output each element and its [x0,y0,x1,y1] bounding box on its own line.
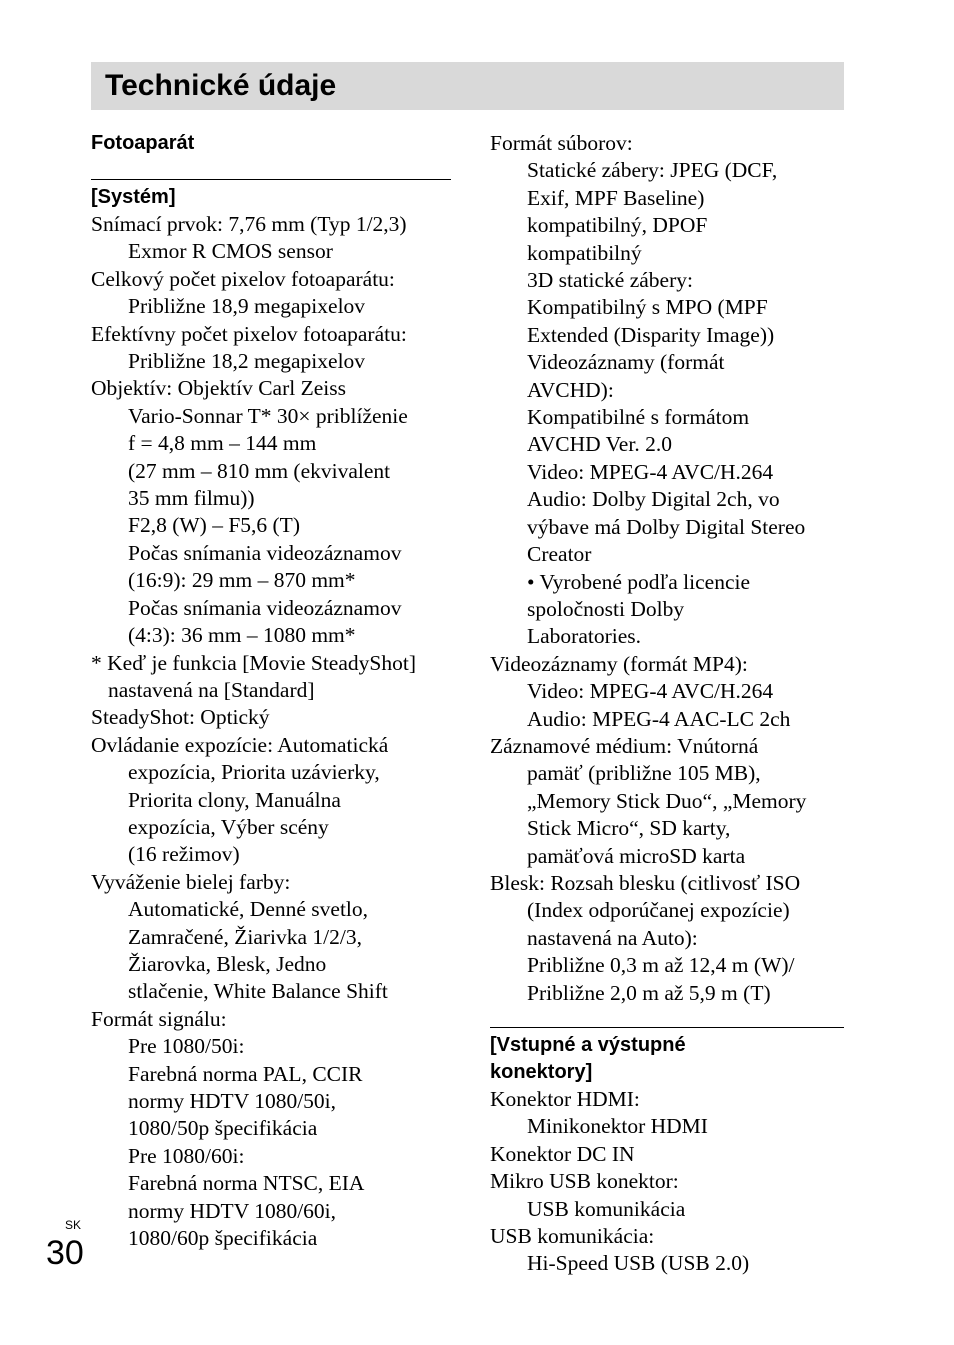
spec-line-indented: f = 4,8 mm – 144 mm [128,431,317,456]
format-spec-list [490,130,844,569]
spec-line-indented: pamäťová microSD karta [527,843,746,868]
spec-line-indented: Exmor R CMOS sensor [128,239,333,264]
spec-line-indented: 1080/50p špecifikácia [128,1116,318,1141]
spec-line-indented: normy HDTV 1080/60i, [128,1198,337,1223]
spec-line-indented: Creator [527,542,592,567]
spec-line: SteadyShot: Optický [91,705,270,730]
spec-line-indented: Stick Micro“, SD karty, [527,816,731,841]
spec-line-indented: Približne 2,0 m až 5,9 m (T) [527,980,771,1005]
spec-line-indented: Audio: Dolby Digital 2ch, vo [527,487,780,512]
spec-line-indented: Žiarovka, Blesk, Jedno [128,951,327,976]
spec-line-indented: expozícia, Priorita uzávierky, [128,760,380,785]
spec-line-indented: Audio: MPEG-4 AAC-LC 2ch [527,706,791,731]
spec-line-indented: stlačenie, White Balance Shift [128,979,388,1004]
spec-line-indented: Farebná norma NTSC, EIA [128,1171,365,1196]
language-code: SK [65,1218,82,1232]
spec-line-indented: F2,8 (W) – F5,6 (T) [128,513,300,538]
spec-line-indented: 35 mm filmu)) [128,486,255,511]
system-rule [91,179,451,211]
spec-line-indented: expozícia, Výber scény [128,814,329,839]
spec-line-indented: (27 mm – 810 mm (ekvivalent [128,458,391,483]
left-column [91,130,451,1252]
spec-line-indented: 1080/60p špecifikácia [128,1226,318,1251]
spec-line-indented: výbave má Dolby Digital Stereo [527,514,806,539]
io-spec-list [490,1086,844,1278]
spec-line: Vyváženie bielej farby: [91,869,291,894]
spec-line: USB komunikácia: [490,1224,655,1249]
spec-line-indented: Videozáznamy (formát [527,350,725,375]
section-heading-camera: Fotoaparát [91,132,195,154]
spec-line-indented: USB komunikácia [527,1196,686,1221]
spec-line-indented: Minikonektor HDMI [527,1114,708,1139]
spec-line: Celkový počet pixelov fotoaparátu: [91,266,395,291]
spec-line-indented: normy HDTV 1080/50i, [128,1089,337,1113]
spec-line-indented: Zamračené, Žiarivka 1/2/3, [128,924,363,949]
spec-line: Ovládanie expozície: Automatická [91,732,389,757]
system-spec-list [91,211,451,1252]
spec-line: Snímací prvok: 7,76 mm (Typ 1/2,3) [91,212,407,236]
spec-line: Konektor HDMI: [490,1087,640,1111]
spec-line-indented: Počas snímania videozáznamov [128,595,402,620]
spec-line: Konektor DC IN [490,1141,635,1166]
spec-line-indented: Hi-Speed USB (USB 2.0) [527,1251,750,1276]
dolby-note-line: spoločnosti Dolby [527,596,685,621]
spec-line-indented: Približne 18,9 megapixelov [128,294,366,319]
page-number: 30 [46,1234,84,1272]
spec-line: Blesk: Rozsah blesku (citlivosť ISO [490,870,801,895]
spec-line-indented: Exif, MPF Baseline) [527,185,705,210]
spec-line: Videozáznamy (formát MP4): [490,651,748,676]
title-bar [91,62,844,110]
spec-line-indented: Pre 1080/50i: [128,1034,245,1059]
right-column [490,130,844,1278]
spec-line-indented: Kompatibilné s formátom [527,405,750,430]
spec-line-indented: nastavená na Auto): [527,925,698,950]
spec-line-indented: pamäť (približne 105 MB), [527,761,761,786]
spec-line-indented: Priorita clony, Manuálna [128,787,341,812]
spec-line: * Keď je funkcia [Movie SteadyShot] [91,650,416,675]
spec-line-indented: „Memory Stick Duo“, „Memory [527,788,807,813]
spec-line-indented: (16 režimov) [128,842,240,867]
spec-line-indented: Pre 1080/60i: [128,1143,245,1168]
spec-line-indented: Extended (Disparity Image)) [527,322,775,347]
spec-line-indented: kompatibilný [527,240,642,265]
spec-line-indented: (16:9): 29 mm – 870 mm* [128,568,356,593]
spec-line: Formát signálu: [91,1006,227,1031]
spec-line-indented: Video: MPEG-4 AVC/H.264 [527,459,774,484]
page-title: Technické údaje [105,69,337,102]
spec-line: Mikro USB konektor: [490,1169,679,1194]
spec-line: Formát súborov: [490,131,633,155]
io-title-line: [Vstupné a výstupné [490,1034,686,1056]
spec-line: Efektívny počet pixelov fotoaparátu: [91,321,407,346]
spec-line-indented: (4:3): 36 mm – 1080 mm* [128,623,356,648]
spec-line-indented: AVCHD): [527,377,614,402]
spec-line-indented: (Index odporúčanej expozície) [527,898,790,923]
spec-line-indented: Automatické, Denné svetlo, [128,897,369,922]
spec-line-indented: Statické zábery: JPEG (DCF, [527,158,778,183]
spec-line-indented: Kompatibilný s MPO (MPF [527,295,768,320]
spec-line-indented: Video: MPEG-4 AVC/H.264 [527,679,774,704]
dolby-note [490,569,844,651]
spec-line-indented: Približne 18,2 megapixelov [128,349,366,374]
spec-line-indented: Približne 0,3 m až 12,4 m (W)/ [527,953,795,978]
dolby-note-line: Laboratories. [527,624,642,649]
spec-line-indented: 3D statické zábery: [527,268,693,293]
spec-line: Záznamové médium: Vnútorná [490,733,759,758]
io-title-line: konektory] [490,1061,593,1083]
spec-line-indented: Vario-Sonnar T* 30× priblíženie [128,403,408,428]
dolby-note-line: • Vyrobené podľa licencie [527,569,751,594]
media-spec-list [490,651,844,1007]
spec-line-indented: Farebná norma PAL, CCIR [128,1061,363,1086]
spec-line-indented: AVCHD Ver. 2.0 [527,432,672,457]
spec-line-indented: Počas snímania videozáznamov [128,540,402,565]
system-title: [Systém] [91,186,176,208]
spec-line: Objektív: Objektív Carl Zeiss [91,376,346,401]
spec-line-indented: kompatibilný, DPOF [527,213,708,238]
io-rule [490,1027,844,1086]
spec-line-indented: nastavená na [Standard] [108,677,315,702]
